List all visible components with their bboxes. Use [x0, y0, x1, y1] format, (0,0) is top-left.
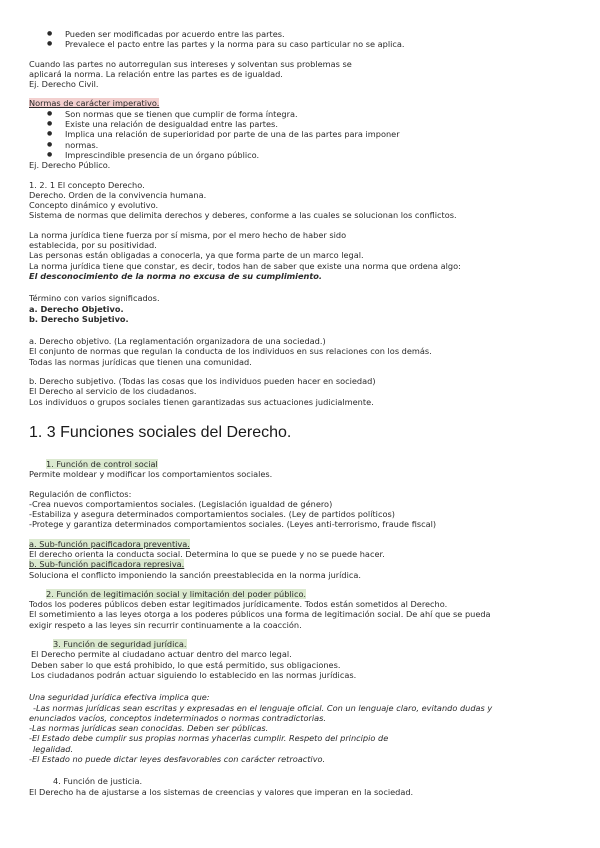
paragraph: Ej. Derecho Público.	[29, 160, 111, 171]
paragraph: b. Derecho subjetivo. (Todas las cosas que los individuos pueden hacer en sociedad)	[29, 376, 376, 387]
paragraph: -Estabiliza y asegura determinados comportamientos sociales. (Ley de partidos políticos)	[29, 509, 395, 520]
paragraph: Una seguridad jurídica efectiva implica que:	[29, 692, 210, 703]
paragraph: El derecho orienta la conducta social. Determina lo que se puede y no se puede hacer.	[29, 548, 385, 559]
bullet-list-top	[29, 29, 569, 50]
paragraph: exigir respeto a las leyes sin recurrir continuamente a la coacción.	[29, 619, 302, 630]
paragraph: -El Estado debe cumplir sus propias normas yhacerlas cumplir. Respeto del principio de	[29, 733, 389, 744]
paragraph: El conjunto de normas que regulan la conducta de los individuos en sus relaciones con los demás.	[29, 346, 432, 357]
paragraph: El sometimiento a las leyes otorga a los poderes públicos una forma de legitimación social. De ahí que se pueda	[29, 609, 491, 620]
paragraph: Concepto dinámico y evolutivo.	[29, 200, 159, 211]
numbered-heading: 3. Función de seguridad jurídica.	[53, 639, 187, 650]
paragraph: El Derecho al servicio de los ciudadanos.	[29, 386, 197, 397]
paragraph: a. Derecho objetivo. (La reglamentación organizadora de una sociedad.)	[29, 336, 326, 347]
paragraph: -Crea nuevos comportamientos sociales. (Legislación igualdad de género)	[29, 498, 333, 509]
sub-function-heading: b. Sub-función pacificadora represiva.	[29, 559, 185, 570]
paragraph: Todas las normas jurídicas que tienen una comunidad.	[29, 356, 252, 367]
section-title: 1. 3 Funciones sociales del Derecho.	[29, 423, 292, 441]
paragraph: Los individuos o grupos sociales tienen garantizadas sus actuaciones judicialmente.	[29, 396, 374, 407]
list-item: ● Existe una relación de desigualdad entre las partes.	[29, 119, 569, 129]
paragraph: La norma jurídica tiene fuerza por sí misma, por el mero hecho de haber sido	[29, 229, 347, 240]
paragraph: Derecho. Orden de la convivencia humana.	[29, 189, 207, 200]
paragraph: Sistema de normas que delimita derechos y deberes, conforme a las cuales se solucionan los conflictos.	[29, 210, 457, 221]
numbered-heading: 2. Función de legitimación social y limitación del poder público.	[46, 588, 306, 599]
paragraph: -El Estado no puede dictar leyes desfavorables con carácter retroactivo.	[29, 754, 326, 765]
emphasis-line: El desconocimiento de la norma no excusa de su cumplimiento.	[29, 270, 323, 281]
paragraph: Deben saber lo que está prohibido, lo que está permitido, sus obligaciones.	[31, 659, 341, 670]
paragraph: legalidad.	[33, 743, 74, 754]
section-heading: Normas de carácter imperativo.	[29, 98, 160, 109]
paragraph: Cuando las partes no autorregulan sus intereses y solventan sus problemas se	[29, 58, 352, 69]
paragraph: aplicará la norma. La relación entre las partes es de igualdad.	[29, 68, 283, 79]
list-item: ● Prevalece el pacto entre las partes y la norma para su caso particular no se aplica.	[29, 39, 569, 49]
paragraph: Regulación de conflictos:	[29, 488, 132, 499]
paragraph: Todos los poderes públicos deben estar legitimados jurídicamente. Todos están sometidos al Derecho.	[29, 599, 448, 610]
list-item: ● normas.	[29, 140, 569, 150]
numbered-heading: 4. Función de justicia.	[53, 776, 143, 787]
paragraph: -Las normas jurídicas sean escritas y expresadas en el lenguaje oficial. Con un lenguaje claro, evitando dudas y	[33, 702, 493, 713]
sub-function-heading: a. Sub-función pacificadora preventiva.	[29, 538, 190, 549]
paragraph: Término con varios significados.	[29, 293, 160, 304]
paragraph: La norma jurídica tiene que constar, es decir, todos han de saber que existe una norma que ordena algo:	[29, 260, 461, 271]
paragraph: El Derecho permite al ciudadano actuar dentro del marco legal.	[31, 649, 292, 660]
meaning-subjective: b. Derecho Subjetivo.	[29, 313, 129, 324]
paragraph: enunciados vacíos, conceptos indeterminados o normas contradictorias.	[29, 712, 327, 723]
numbered-heading: 1. Función de control social	[46, 458, 158, 469]
paragraph: -Las normas jurídicas sean conocidas. Deben ser públicas.	[29, 723, 269, 734]
list-item: ● Pueden ser modificadas por acuerdo entre las partes.	[29, 29, 569, 39]
document-body	[29, 29, 569, 797]
subsection-title: 1. 2. 1 El concepto Derecho.	[29, 179, 145, 190]
paragraph: Las personas están obligadas a conocerla, ya que forma parte de un marco legal.	[29, 250, 364, 261]
paragraph: establecida, por su positividad.	[29, 240, 157, 251]
paragraph: Los ciudadanos podrán actuar siguiendo lo establecido en las normas jurídicas.	[31, 669, 357, 680]
bullet-list-imperative	[29, 109, 569, 160]
meaning-objective: a. Derecho Objetivo.	[29, 303, 124, 314]
list-item: ● Son normas que se tienen que cumplir de forma íntegra.	[29, 109, 569, 119]
paragraph: -Protege y garantiza determinados comportamientos sociales. (Leyes anti-terrorismo, fraude fiscal)	[29, 519, 437, 530]
paragraph: El Derecho ha de ajustarse a los sistemas de creencias y valores que imperan en la sociedad.	[29, 786, 414, 797]
list-item: ● Imprescindible presencia de un órgano público.	[29, 150, 569, 160]
paragraph: Soluciona el conflicto imponiendo la sanción preestablecida en la norma jurídica.	[29, 569, 362, 580]
paragraph: Permite moldear y modificar los comportamientos sociales.	[29, 469, 273, 480]
list-item: ● Implica una relación de superioridad por parte de una de las partes para imponer	[29, 129, 569, 139]
paragraph: Ej. Derecho Civil.	[29, 79, 99, 90]
